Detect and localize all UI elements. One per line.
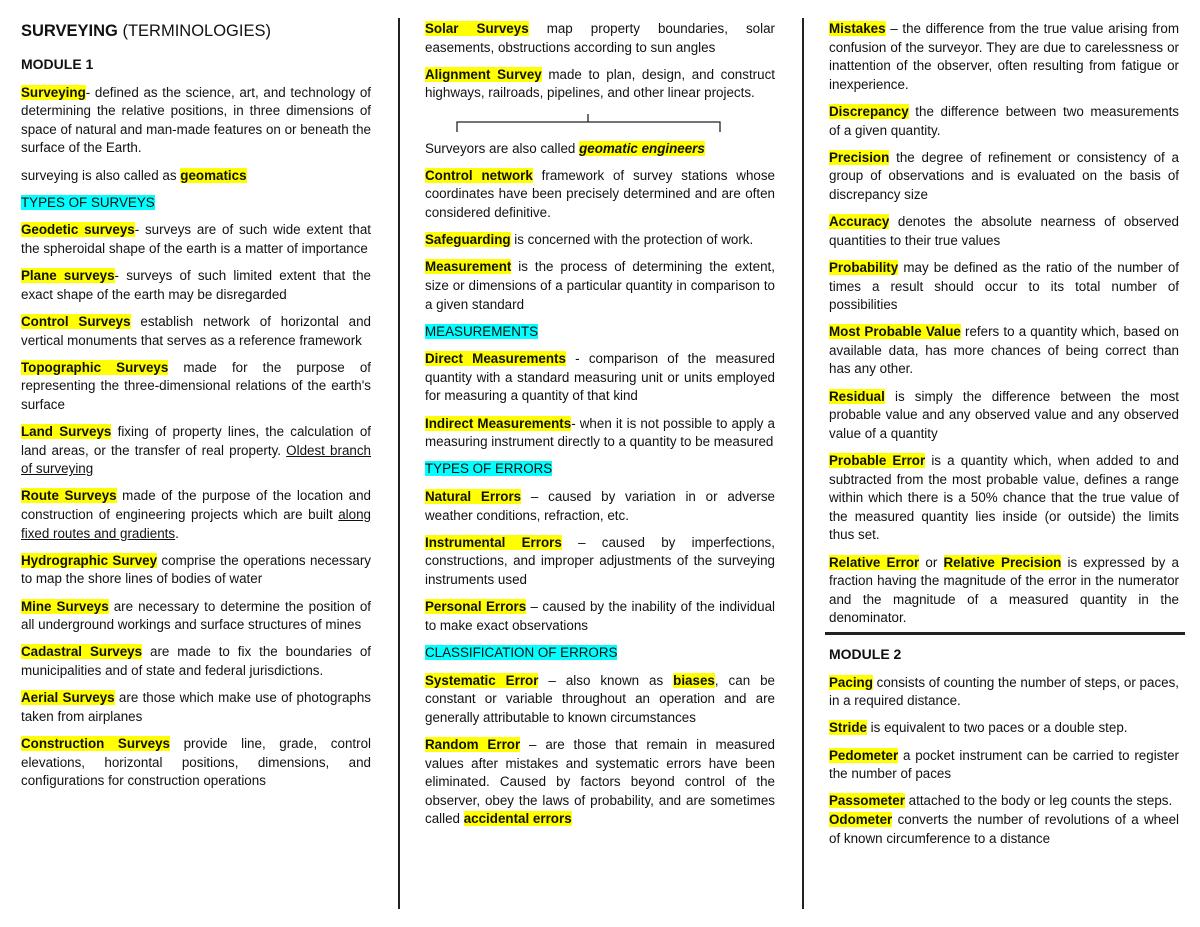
measurements-heading: MEASUREMENTS (425, 323, 539, 339)
definition-pacing: Pacing consists of counting the number of steps, or paces, in a required distance. (829, 674, 1179, 709)
definition-surveying: Surveying- defined as the science, art, and technology of determining the relative positions, in three dimensions of space of natural and man-made features on or beneath the surface of the Earth. (21, 84, 371, 156)
definition-control-surveys: Control Surveys establish network of horizontal and vertical monuments that serves as a reference framework (21, 313, 371, 348)
definition-residual: Residual is simply the difference between the most probable value and any observed value and any observed value of a quantity (829, 388, 1179, 441)
definition-geomatic-engineers: Surveyors are also called geomatic engineers (425, 140, 705, 156)
definition-personal-errors: Personal Errors – caused by the inability of the individual to make exact observations (425, 599, 775, 633)
definition-precision: Precision the degree of refinement or consistency of a group of observations and is evaluated on the basis of discrepancy size (829, 149, 1179, 202)
definition-mine: Mine Surveys are necessary to determine the position of all underground workings and surface structures of mines (21, 598, 371, 633)
column-1 (21, 20, 371, 799)
types-of-errors-heading: TYPES OF ERRORS (425, 461, 553, 477)
column-divider-right (802, 18, 804, 909)
module-1-heading: MODULE 1 (21, 56, 94, 72)
column-divider-left (398, 18, 400, 909)
definition-land: Land Surveys fixing of property lines, the calculation of land areas, or the transfer of real property. Oldest branch of surveying (21, 424, 371, 477)
definition-discrepancy: Discrepancy the difference between two measurements of a given quantity. (829, 103, 1179, 138)
module-divider (825, 632, 1185, 635)
definition-measurement: Measurement is the process of determining the extent, size or dimensions of a particular quantity in comparison to a given standard (425, 259, 775, 312)
definition-most-probable-value: Most Probable Value refers to a quantity which, based on available data, has more chances of being correct than has any other. (829, 324, 1180, 377)
definition-cadastral: Cadastral Surveys are made to fix the boundaries of municipalities and of state and federal jurisdictions. (21, 644, 371, 678)
definition-route: Route Surveys made of the purpose of the location and construction of engineering projects which are built along fixed routes and gradients. (21, 488, 371, 541)
definition-relative-error: Relative Error or Relative Precision is expressed by a fraction having the magnitude of the error in the numerator and the magnitude of a measured quantity in the denominator. (829, 554, 1179, 626)
definition-probability: Probability may be defined as the ratio of the number of times a result should occur to its total number of possibilities (829, 259, 1179, 313)
definition-accuracy: Accuracy denotes the absolute nearness of observed quantities to their true values (829, 214, 1179, 248)
definition-geodetic: Geodetic surveys- surveys are of such wide extent that the spheroidal shape of the earth is a matter of importance (21, 222, 371, 256)
definition-hydrographic: Hydrographic Survey comprise the operations necessary to map the shore lines of bodies of water (21, 552, 371, 587)
types-of-surveys-heading: TYPES OF SURVEYS (21, 194, 155, 210)
definition-alignment: Alignment Survey made to plan, design, and construct highways, railroads, pipelines, and other linear projects. (425, 66, 775, 101)
definition-passometer: Passometer attached to the body or leg counts the steps. (829, 793, 1173, 809)
definition-systematic-error: Systematic Error – also known as biases, can be constant or variable throughout an operation and are generally attributable to known circumstances (425, 672, 776, 725)
brace-icon (425, 112, 775, 134)
definition-natural-errors: Natural Errors – caused by variation in or adverse weather conditions, refraction, etc. (425, 489, 775, 523)
column-2 (425, 20, 775, 838)
definition-aerial: Aerial Surveys are those which make use of photographs taken from airplanes (21, 690, 371, 724)
definition-geomatics: surveying is also called as geomatics (21, 167, 247, 183)
definition-indirect-measurements: Indirect Measurements- when it is not possible to apply a measuring instrument directly to a quantity to be measured (425, 415, 775, 450)
definition-random-error: Random Error – are those that remain in measured values after mistakes and systematic errors have been eliminated. Caused by factors beyond control of the observer, obey the laws of probability, and are sometimes called accidental errors (425, 736, 775, 827)
definition-pedometer: Pedometer a pocket instrument can be carried to register the number of paces (829, 747, 1179, 782)
classification-of-errors-heading: CLASSIFICATION OF ERRORS (425, 644, 618, 660)
definition-solar: Solar Surveys map property boundaries, solar easements, obstructions according to sun angles (425, 21, 776, 55)
definition-instrumental-errors: Instrumental Errors – caused by imperfections, constructions, and improper adjustments of the surveying instruments used (425, 534, 775, 587)
definition-stride: Stride is equivalent to two paces or a double step. (829, 720, 1128, 736)
module-2-heading: MODULE 2 (829, 645, 902, 662)
column-3 (829, 20, 1179, 857)
page-title: SURVEYING (TERMINOLOGIES) (21, 22, 271, 40)
definition-probable-error: Probable Error is a quantity which, when added to and subtracted from the most probable value, defines a range within which there is a 50% chance that the true value of the measured quantity lies inside (or outside) the limits thus set. (829, 453, 1180, 543)
definition-control-network: Control network framework of survey stations whose coordinates have been precisely determined and are often considered definitive. (425, 167, 775, 220)
definition-odometer: Odometer converts the number of revolutions of a wheel of known circumference to a distance (829, 811, 1179, 846)
definition-safeguarding: Safeguarding is concerned with the protection of work. (425, 232, 754, 248)
definition-topographic: Topographic Surveys made for the purpose of representing the three-dimensional relations of the earth's surface (21, 359, 372, 412)
definition-construction: Construction Surveys provide line, grade, control elevations, horizontal positions, dimensions, and configurations for construction operations (21, 735, 371, 789)
definition-plane: Plane surveys- surveys of such limited extent that the exact shape of the earth may be disregarded (21, 268, 371, 302)
definition-mistakes: Mistakes – the difference from the true value arising from confusion of the surveyor. They are due to carelessness or inattention of the observer, often resulting from fatigue or inexperience. (829, 21, 1179, 92)
definition-direct-measurements: Direct Measurements - comparison of the measured quantity with a standard measuring unit or units employed for measuring a quantity of that kind (425, 351, 776, 404)
